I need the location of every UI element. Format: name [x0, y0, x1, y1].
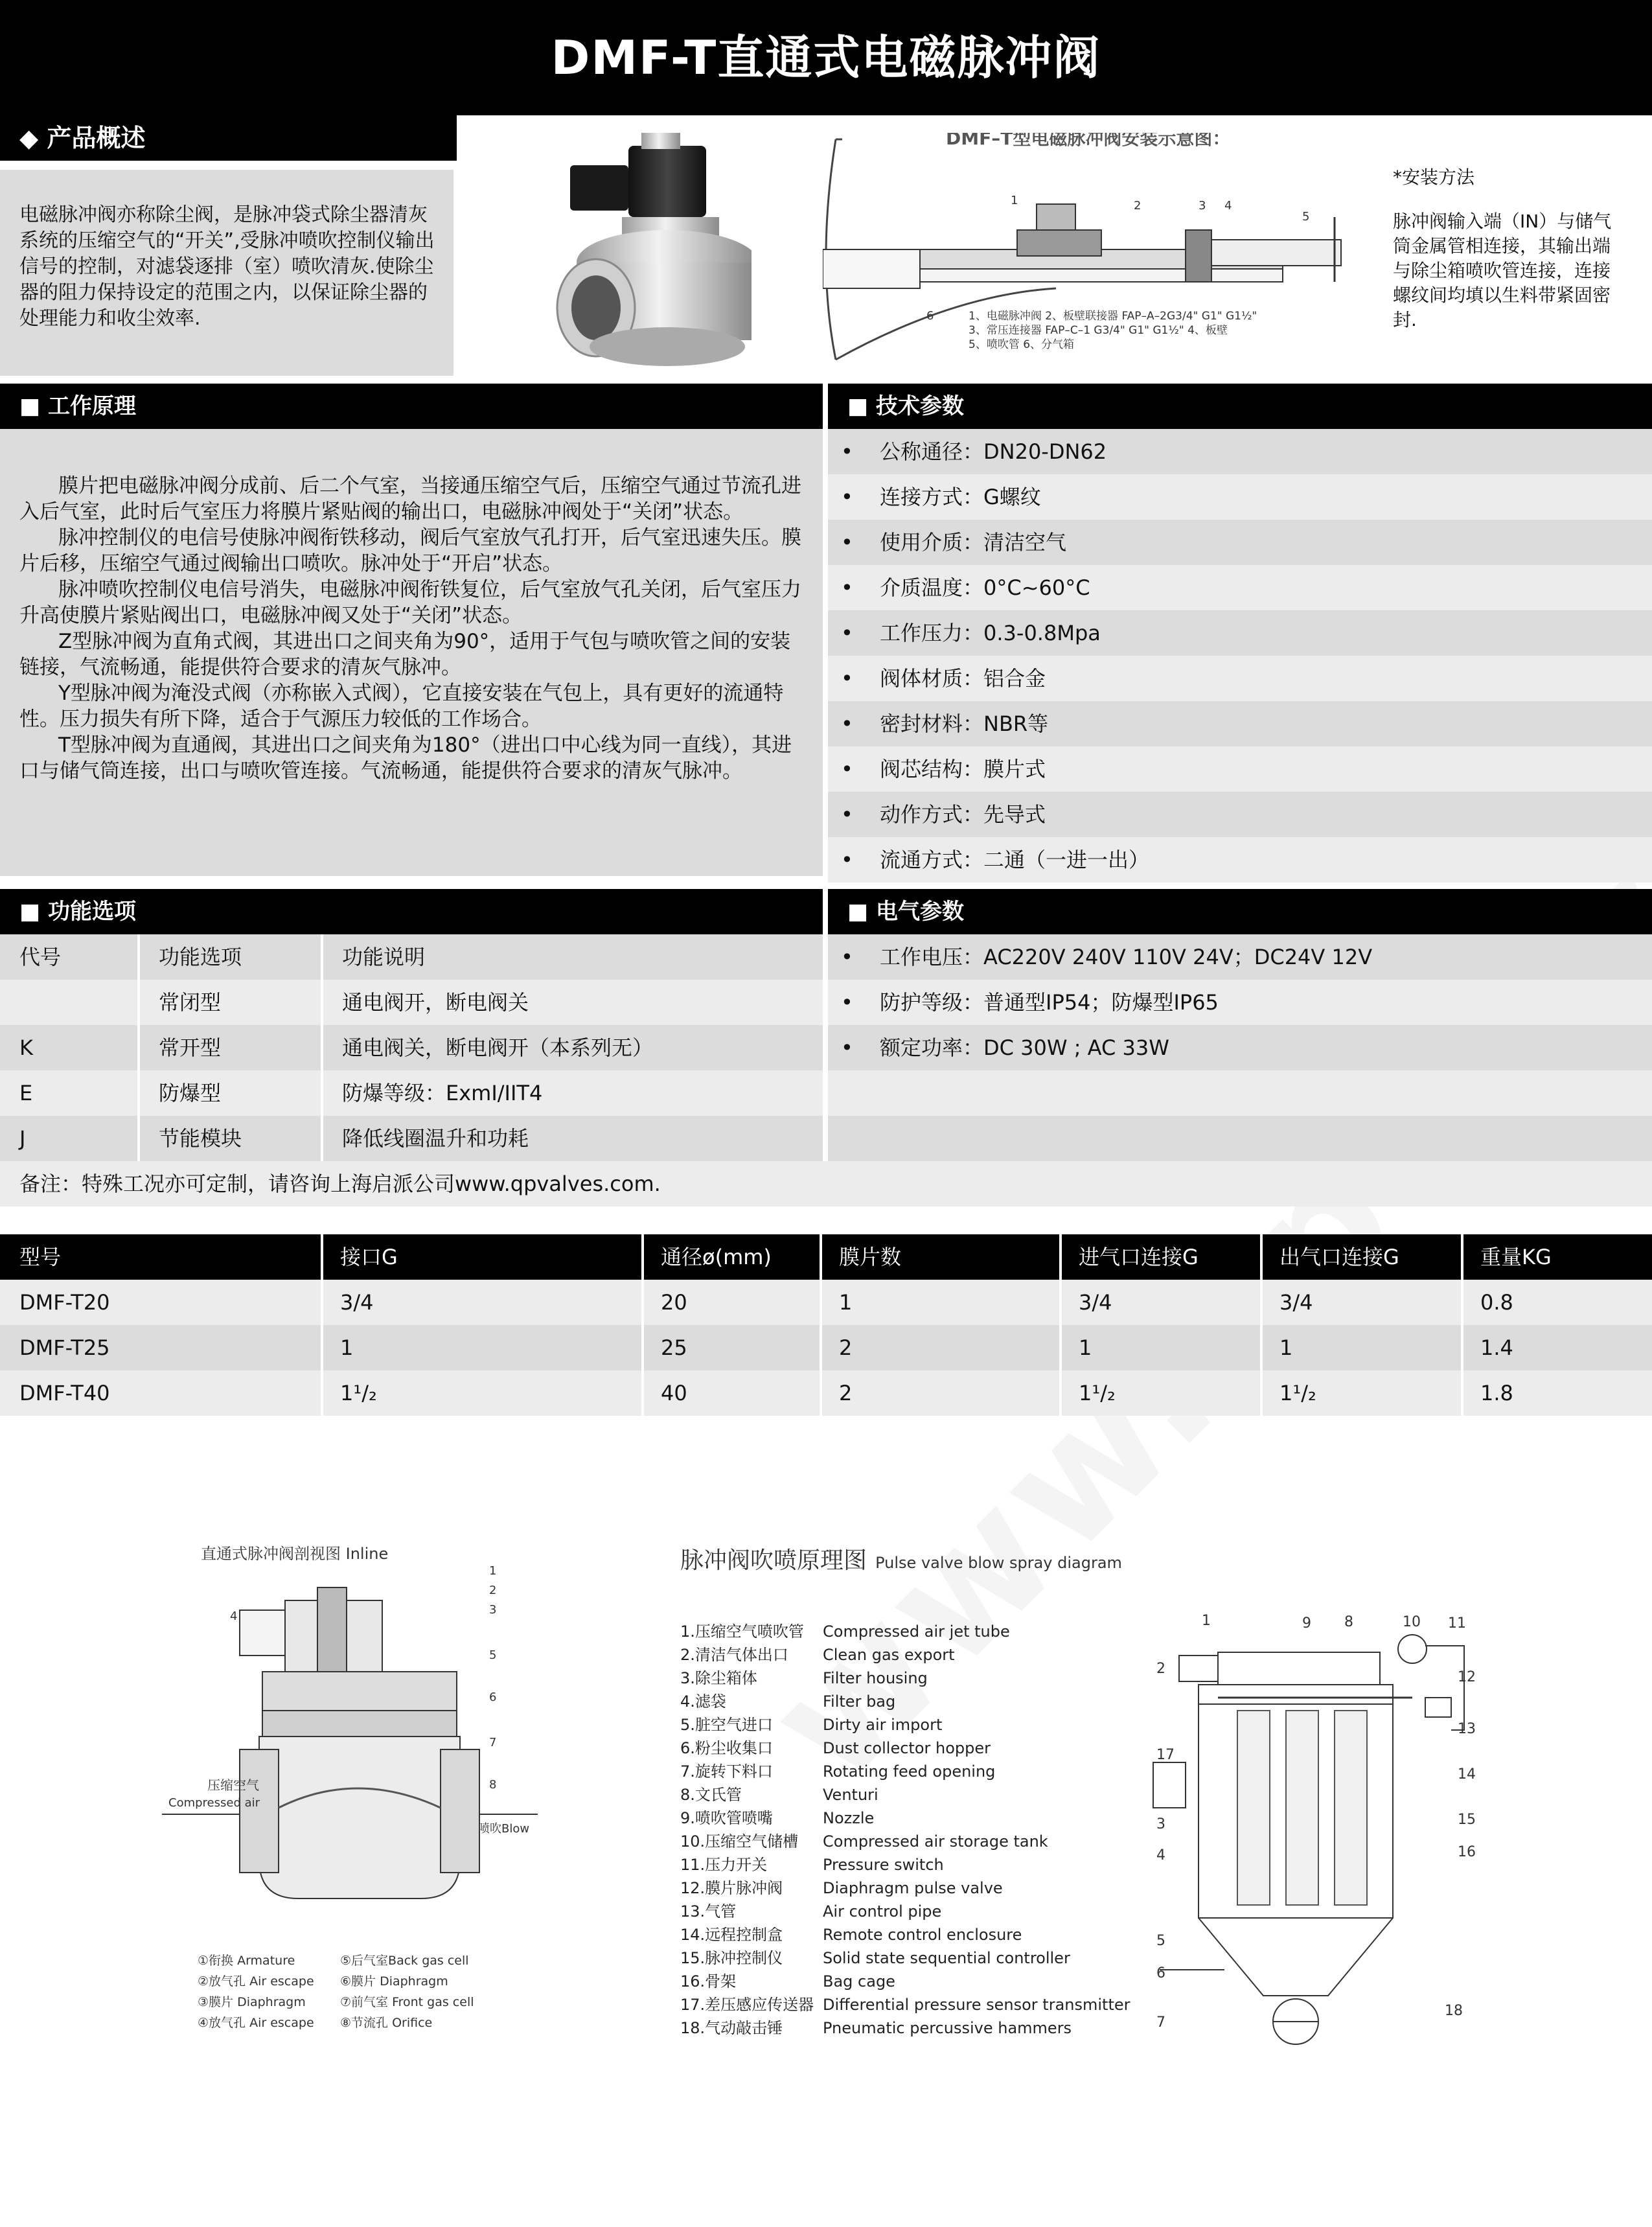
pulse-legend — [680, 1620, 1186, 2040]
pulse-callout-2: 2 — [1156, 1661, 1165, 1677]
tech-item: • 阀体材质：铝合金 — [828, 656, 1652, 701]
electric-item: • 额定功率：DC 30W ; AC 33W — [828, 1025, 1652, 1070]
list-item: 2.清洁气体出口 Clean gas export — [680, 1646, 955, 1664]
section-legend-item: ③膜片 Diaphragm — [198, 1995, 306, 2009]
tech-item: • 连接方式：G螺纹 — [828, 474, 1652, 520]
dust-collector-diagram — [1140, 1600, 1503, 2054]
overview-heading: ◆ 产品概述 — [0, 115, 457, 161]
install-callout-4: 4 — [1224, 199, 1232, 213]
table-row: 常闭型 通电阀开，断电阀关 — [0, 980, 823, 1025]
section-legend-item: ⑧节流孔 Orifice — [340, 2016, 433, 2030]
overview-text: 电磁脉冲阀亦称除尘阀，是脉冲袋式除尘器清灰系统的压缩空气的“开关”,受脉冲喷吹控制仪输出信号的控制，对滤袋逐排（室）喷吹清灰.使除尘器的阻力保持设定的范围之内，以保证除尘器的处理能力和收尘效率. — [19, 203, 435, 330]
section-callout-7: 7 — [489, 1736, 497, 1749]
table-row: DMF-T40 1¹/₂ 40 2 1¹/₂ 1¹/₂ 1.8 — [0, 1370, 1652, 1416]
pulse-callout-7: 7 — [1156, 2014, 1165, 2031]
pulse-callout-14: 14 — [1458, 1766, 1476, 1783]
list-item: 4.滤袋 Filter bag — [680, 1692, 896, 1711]
pulse-callout-15: 15 — [1458, 1812, 1476, 1828]
install-method-text: 脉冲阀输入端（IN）与储气筒金属管相连接，其输出端与除尘箱喷吹管连接，连接螺纹间均填以生料带紧固密封. — [1393, 211, 1612, 330]
install-legend-line3: 5、喷吹管 6、分气箱 — [969, 338, 1075, 351]
tech-item: • 介质温度：0°C~60°C — [828, 565, 1652, 610]
electric-item: • 工作电压：AC220V 240V 110V 24V；DC24V 12V — [828, 934, 1652, 980]
tech-item: • 流通方式：二通（一进一出） — [828, 837, 1652, 883]
section-legend-item: ④放气孔 Air escape — [198, 2016, 314, 2030]
section-inlet-label-en: Compressed air — [168, 1796, 260, 1810]
section-callout-2: 2 — [489, 1584, 497, 1597]
table-row: K 常开型 通电阀关，断电阀开（本系列无） — [0, 1025, 823, 1070]
section-view-title: 直通式脉冲阀剖视图 Inline — [201, 1545, 389, 1563]
list-item: 10.压缩空气储槽 Compressed air storage tank — [680, 1832, 1048, 1851]
list-item: 8.文氏管 Venturi — [680, 1786, 878, 1804]
principle-para-6: T型脉冲阀为直通阀，其进出口之间夹角为180°（进出口中心线为同一直线），其进口与储气筒连接，出口与喷吹管连接。气流畅通，能提供符合要求的清灰气脉冲。 — [19, 733, 792, 783]
tech-item: • 密封材料：NBR等 — [828, 701, 1652, 746]
pulse-callout-9: 9 — [1302, 1615, 1311, 1632]
section-callout-8: 8 — [489, 1778, 497, 1792]
tech-list — [828, 429, 1652, 883]
tech-item: • 使用介质：清洁空气 — [828, 520, 1652, 565]
table-row: J 节能模块 降低线圈温升和功耗 — [0, 1116, 823, 1161]
section-callout-3: 3 — [489, 1603, 497, 1617]
page-title: DMF-T直通式电磁脉冲阀 — [0, 0, 1652, 115]
section-legend-item: ①衔换 Armature — [198, 1954, 295, 1968]
table-row: DMF-T20 3/4 20 1 3/4 3/4 0.8 — [0, 1280, 1652, 1325]
pulse-callout-1: 1 — [1202, 1613, 1211, 1629]
principle-box — [0, 429, 823, 876]
list-item: 17.差压感应传送器 Differential pressure sensor transmitter — [680, 1996, 1130, 2014]
section-callout-1: 1 — [489, 1564, 497, 1578]
list-item: 5.脏空气进口 Dirty air import — [680, 1716, 943, 1734]
options-note: 备注：特殊工况亦可定制，请咨询上海启派公司www.qpvalves.com. — [0, 1161, 1652, 1206]
pulse-callout-16: 16 — [1458, 1844, 1476, 1860]
tech-item: • 阀芯结构：膜片式 — [828, 746, 1652, 792]
install-callout-3: 3 — [1199, 199, 1206, 213]
pulse-diagram-title-en: Pulse valve blow spray diagram — [875, 1554, 1122, 1572]
tech-item: • 动作方式：先导式 — [828, 792, 1652, 837]
install-callout-2: 2 — [1134, 199, 1141, 213]
install-method-title: *安装方法 — [1393, 167, 1475, 188]
section-view-diagram — [149, 1536, 570, 2054]
principle-para-5: Y型脉冲阀为淹没式阀（亦称嵌入式阀），它直接安装在气包上，具有更好的流通特性。压力损失有所下降，适合于气源压力较低的工作场合。 — [19, 682, 784, 731]
section-callout-4: 4 — [230, 1610, 238, 1623]
section-inlet-label-cn: 压缩空气 — [207, 1777, 259, 1793]
list-item: 14.远程控制盒 Remote control enclosure — [680, 1926, 1022, 1944]
pulse-callout-17: 17 — [1156, 1747, 1175, 1763]
list-item: 1.压缩空气喷吹管 Compressed air jet tube — [680, 1622, 1010, 1641]
pulse-callout-13: 13 — [1458, 1721, 1476, 1737]
options-header-row: 代号 功能选项 功能说明 — [0, 934, 823, 980]
principle-heading: ■ 工作原理 — [0, 384, 823, 429]
pulse-callout-12: 12 — [1458, 1669, 1476, 1685]
section-legend-item: ②放气孔 Air escape — [198, 1974, 314, 1989]
install-method — [1393, 165, 1626, 332]
list-item: 9.喷吹管喷嘴 Nozzle — [680, 1809, 875, 1827]
list-item: 16.骨架 Bag cage — [680, 1972, 895, 1990]
tech-item: • 工作压力：0.3-0.8Mpa — [828, 610, 1652, 656]
pulse-callout-3: 3 — [1156, 1816, 1165, 1832]
pulse-callout-5: 5 — [1156, 1933, 1165, 1949]
section-legend-item: ⑤后气室Back gas cell — [340, 1954, 469, 1968]
electric-list — [828, 934, 1652, 1161]
pulse-callout-4: 4 — [1156, 1847, 1165, 1864]
pulse-callout-10: 10 — [1403, 1614, 1421, 1630]
table-row: DMF-T25 1 25 2 1 1 1.4 — [0, 1325, 1652, 1370]
principle-para-3: 脉冲喷吹控制仪电信号消失，电磁脉冲阀衔铁复位，后气室放气孔关闭，后气室压力升高使膜片紧贴阀出口，电磁脉冲阀又处于“关闭”状态。 — [19, 578, 801, 627]
list-item: 18.气动敲击锤 Pneumatic percussive hammers — [680, 2019, 1072, 2037]
tech-item: • 公称通径：DN20-DN62 — [828, 429, 1652, 474]
section-legend-item: ⑦前气室 Front gas cell — [340, 1995, 474, 2009]
install-legend-line2: 3、常压连接器 FAP–C–1 G3/4" G1" G1½" 4、板壁 — [969, 324, 1228, 337]
options-table — [0, 934, 823, 1161]
section-callout-5: 5 — [489, 1648, 497, 1662]
pulse-diagram-header — [680, 1542, 1166, 1575]
principle-para-1: 膜片把电磁脉冲阀分成前、后二个气室，当接通压缩空气后，压缩空气通过节流孔进入后气室，此时后气室压力将膜片紧贴阀的输出口，电磁脉冲阀处于“关闭”状态。 — [19, 474, 801, 524]
list-item: 6.粉尘收集口 Dust collector hopper — [680, 1739, 991, 1757]
install-callout-5: 5 — [1302, 210, 1310, 224]
list-item: 12.膜片脉冲阀 Diaphragm pulse valve — [680, 1879, 1003, 1897]
electric-item: • 防护等级：普通型IP54；防爆型IP65 — [828, 980, 1652, 1025]
section-legend-item: ⑥膜片 Diaphragm — [340, 1974, 448, 1989]
install-legend-line1: 1、电磁脉冲阀 2、板壁联接器 FAP–A–2G3/4" G1" G1½" — [969, 310, 1257, 323]
install-diagram-title: DMF–T型电磁脉冲阀安装示意图： — [946, 133, 1231, 149]
list-item: 11.压力开关 Pressure switch — [680, 1856, 944, 1874]
overview-box — [0, 170, 453, 376]
list-item: 3.除尘箱体 Filter housing — [680, 1669, 928, 1687]
principle-para-4: Z型脉冲阀为直角式阀，其进出口之间夹角为90°，适用于气包与喷吹管之间的安装链接，气流畅通，能提供符合要求的清灰气脉冲。 — [19, 630, 791, 679]
principle-para-2: 脉冲控制仪的电信号使脉冲阀衔铁移动，阀后气室放气孔打开，后气室迅速失压。膜片后移，压缩空气通过阀输出口喷吹。脉冲处于“开启”状态。 — [19, 526, 801, 575]
section-outlet-label: 喷吹Blow — [478, 1822, 530, 1836]
tech-heading: ■ 技术参数 — [828, 384, 1652, 429]
list-item: 7.旋转下料口 Rotating feed opening — [680, 1762, 996, 1781]
models-header-row: 型号 接口G 通径ø(mm) 膜片数 进气口连接G 出气口连接G 重量KG — [0, 1234, 1652, 1280]
valve-product-image — [544, 133, 751, 373]
pulse-diagram-title-cn: 脉冲阀吹喷原理图 — [680, 1547, 867, 1574]
table-row: E 防爆型 防爆等级：ExmI/IIT4 — [0, 1070, 823, 1116]
section-callout-6: 6 — [489, 1690, 497, 1704]
models-table — [0, 1234, 1652, 1416]
install-callout-1: 1 — [1011, 194, 1018, 207]
list-item: 15.脉冲控制仪 Solid state sequential controller — [680, 1949, 1070, 1967]
electric-heading: ■ 电气参数 — [828, 889, 1652, 934]
list-item: 13.气管 Air control pipe — [680, 1902, 942, 1921]
installation-diagram — [823, 133, 1360, 373]
options-heading: ■ 功能选项 — [0, 889, 823, 934]
pulse-callout-8: 8 — [1344, 1614, 1353, 1630]
pulse-callout-18: 18 — [1445, 2003, 1463, 2019]
pulse-callout-11: 11 — [1448, 1615, 1466, 1632]
install-callout-6: 6 — [926, 309, 934, 323]
pulse-callout-6: 6 — [1156, 1965, 1165, 1981]
